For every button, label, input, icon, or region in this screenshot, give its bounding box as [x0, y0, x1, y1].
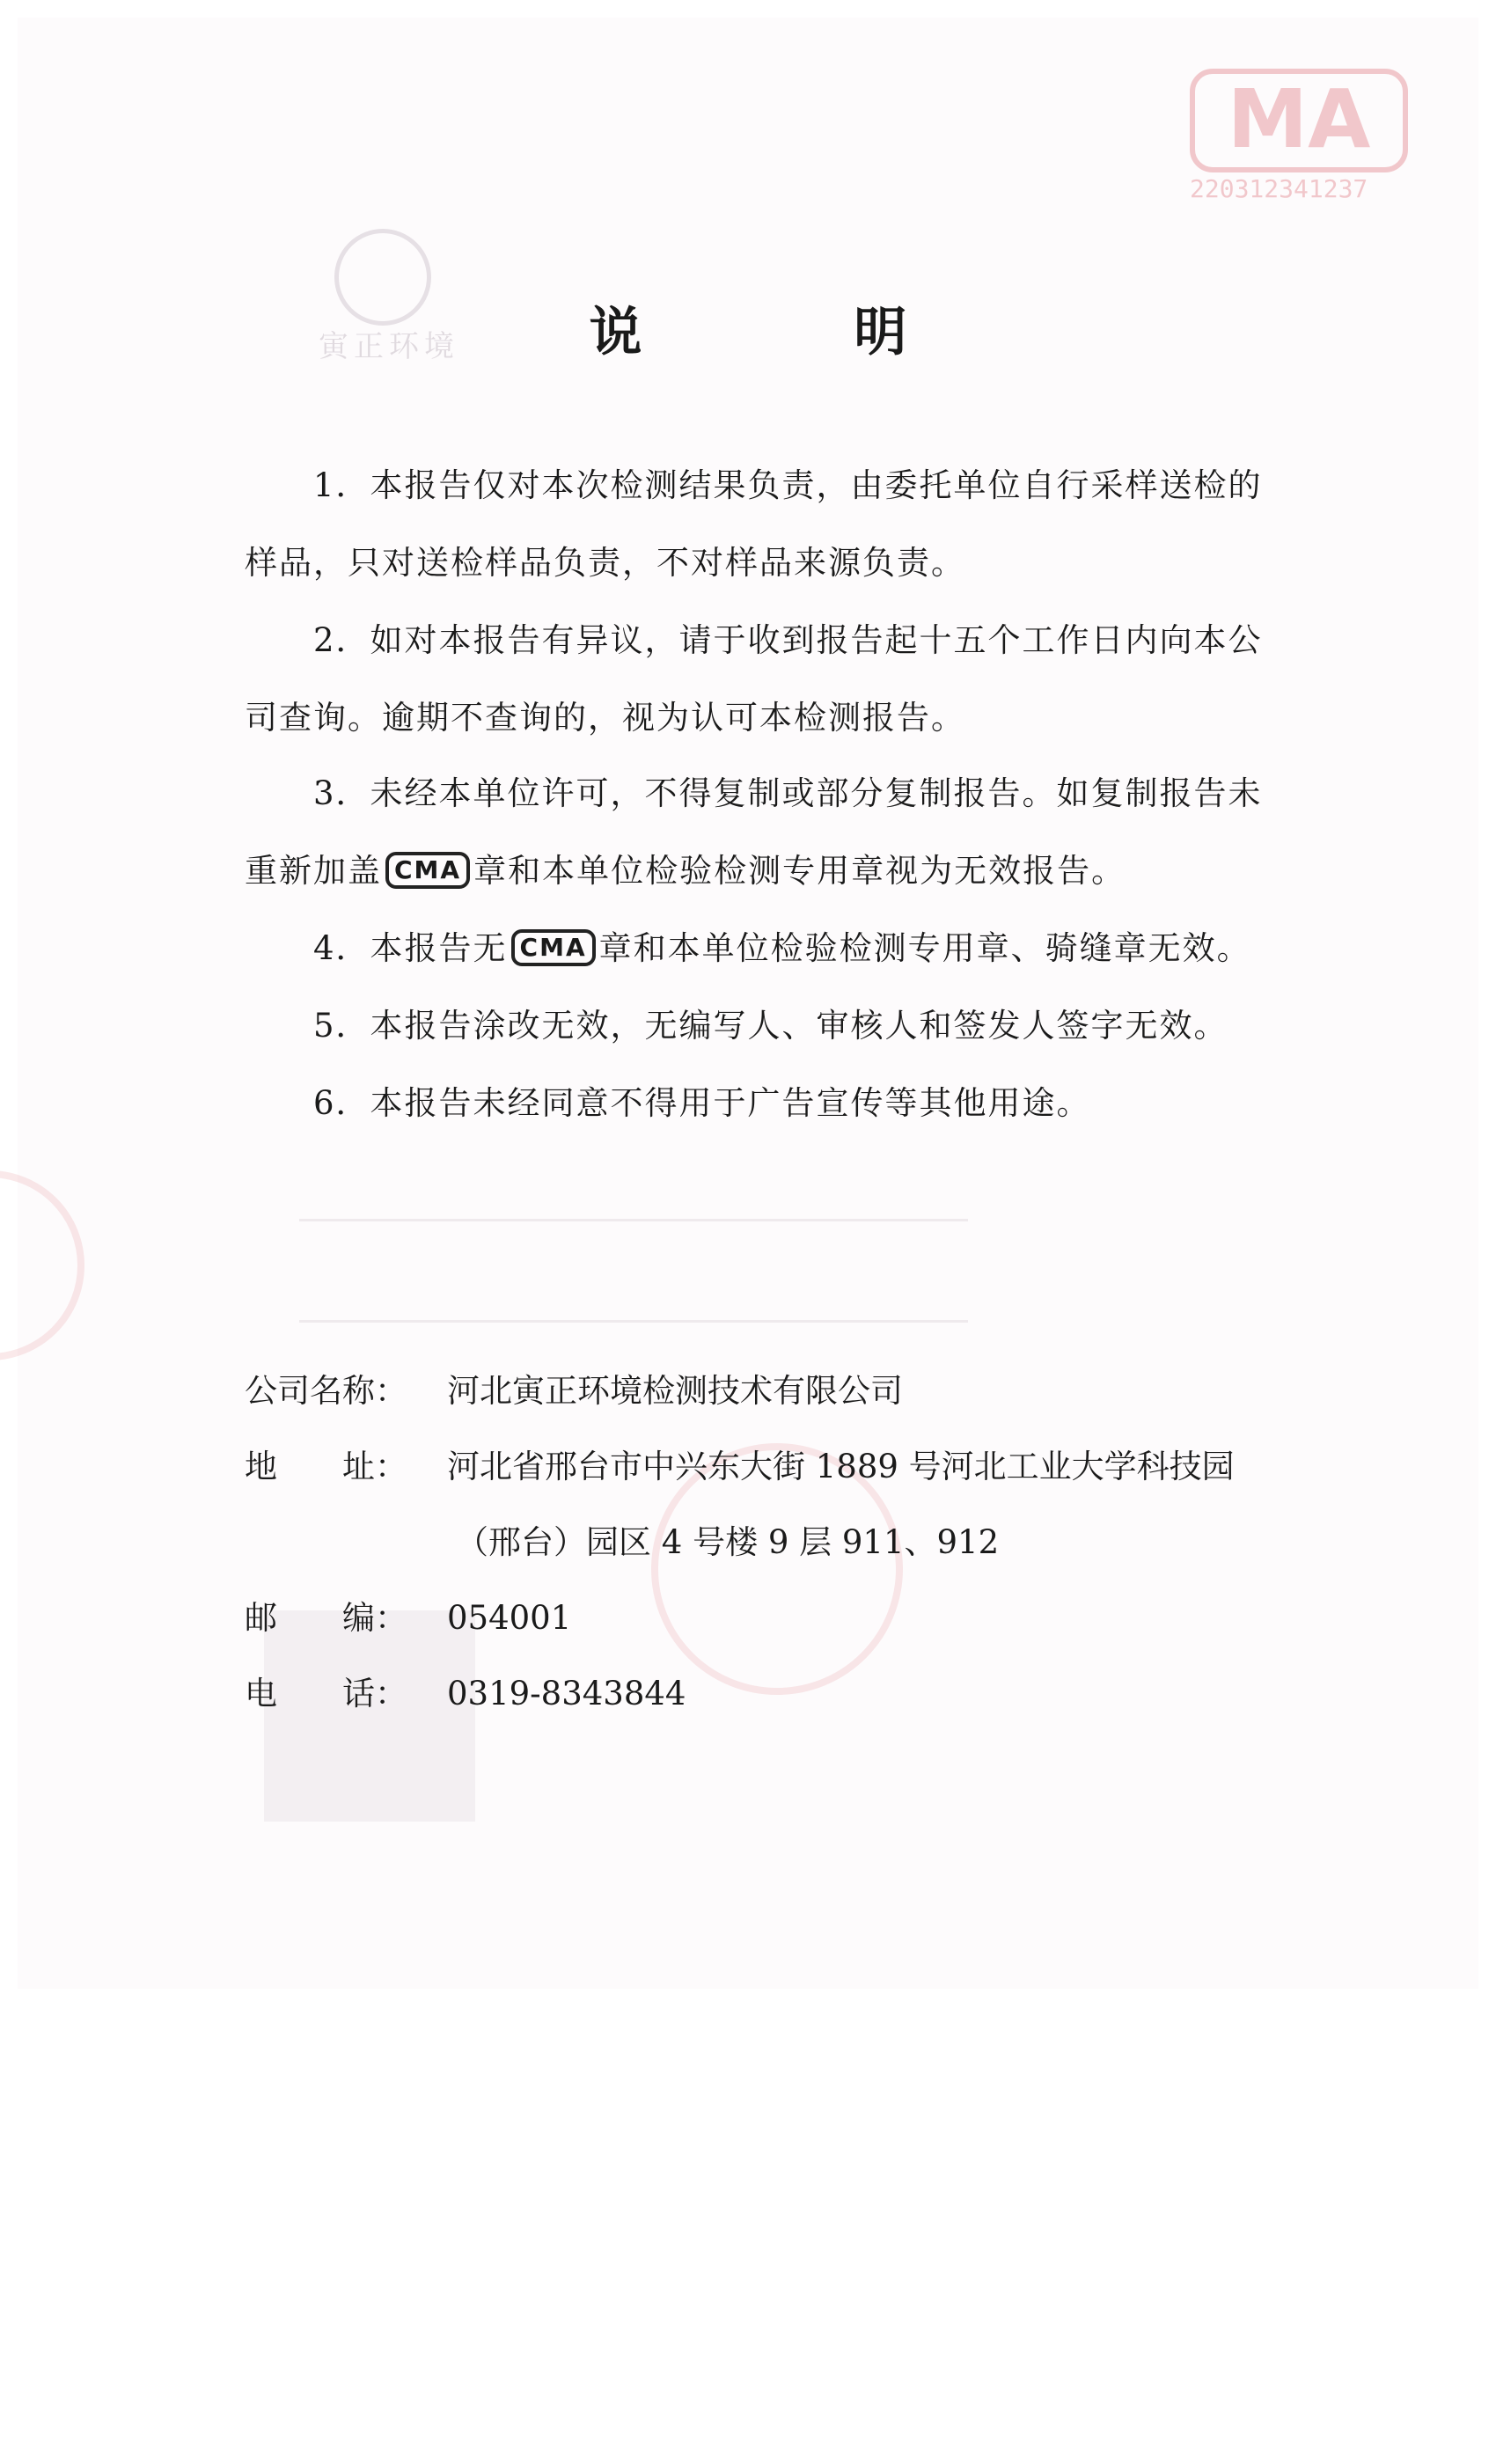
- info-label: 公司名称：: [245, 1372, 407, 1410]
- page-title: 说 明: [589, 302, 1004, 363]
- note-paragraph-1: 1．本报告仅对本次检测结果负责，由委托单位自行采样送检的样品，只对送检样品负责，不对样品来源负责。: [245, 466, 1263, 582]
- info-value: 054001: [447, 1599, 572, 1637]
- info-value: 河北省邢台市中兴东大街 1889 号河北工业大学科技园: [447, 1448, 1235, 1485]
- note-paragraph-3: [245, 755, 1274, 910]
- info-value: 0319-8343844: [447, 1675, 686, 1712]
- info-label: 邮 编：: [245, 1599, 407, 1637]
- note-paragraph-4-before: 4．本报告无: [313, 929, 508, 967]
- note-paragraph-5: 5．本报告涂改无效，无编写人、审核人和签发人签字无效。: [313, 1007, 1228, 1045]
- note-paragraph-4-after: 章和本单位检验检测专用章、骑缝章无效。: [598, 929, 1251, 967]
- cma-stamp-top-right: MA: [1190, 69, 1408, 172]
- cma-mark-icon: CMA: [385, 852, 470, 889]
- cma-stamp-number: 220312341237: [1190, 174, 1368, 203]
- info-value: 河北寅正环境检测技术有限公司: [447, 1372, 903, 1410]
- bleed-through-line: [299, 1320, 968, 1323]
- note-paragraph-3-before: 3．未经本单位许可，不得复制或部分复制报告。如复制报告未重新加盖: [245, 774, 1263, 890]
- bleed-through-qr: [264, 1610, 475, 1822]
- bleed-through-line: [299, 1219, 968, 1221]
- note-paragraph-6: 6．本报告未经同意不得用于广告宣传等其他用途。: [313, 1084, 1091, 1122]
- info-label: 电 话：: [245, 1675, 407, 1712]
- note-paragraph-4: [245, 910, 1274, 987]
- cma-mark-icon: CMA: [511, 929, 596, 966]
- note-paragraph-3-after: 章和本单位检验检测专用章视为无效报告。: [473, 852, 1126, 890]
- info-label: 地 址：: [245, 1448, 407, 1485]
- company-logo-text: 寅正环境: [319, 329, 459, 364]
- info-value: （邢台）园区 4 号楼 9 层 911、912: [456, 1523, 1000, 1561]
- note-paragraph-2: 2．如对本报告有异议，请于收到报告起十五个工作日内向本公司查询。逾期不查询的，视为认可本检测报告。: [245, 621, 1263, 737]
